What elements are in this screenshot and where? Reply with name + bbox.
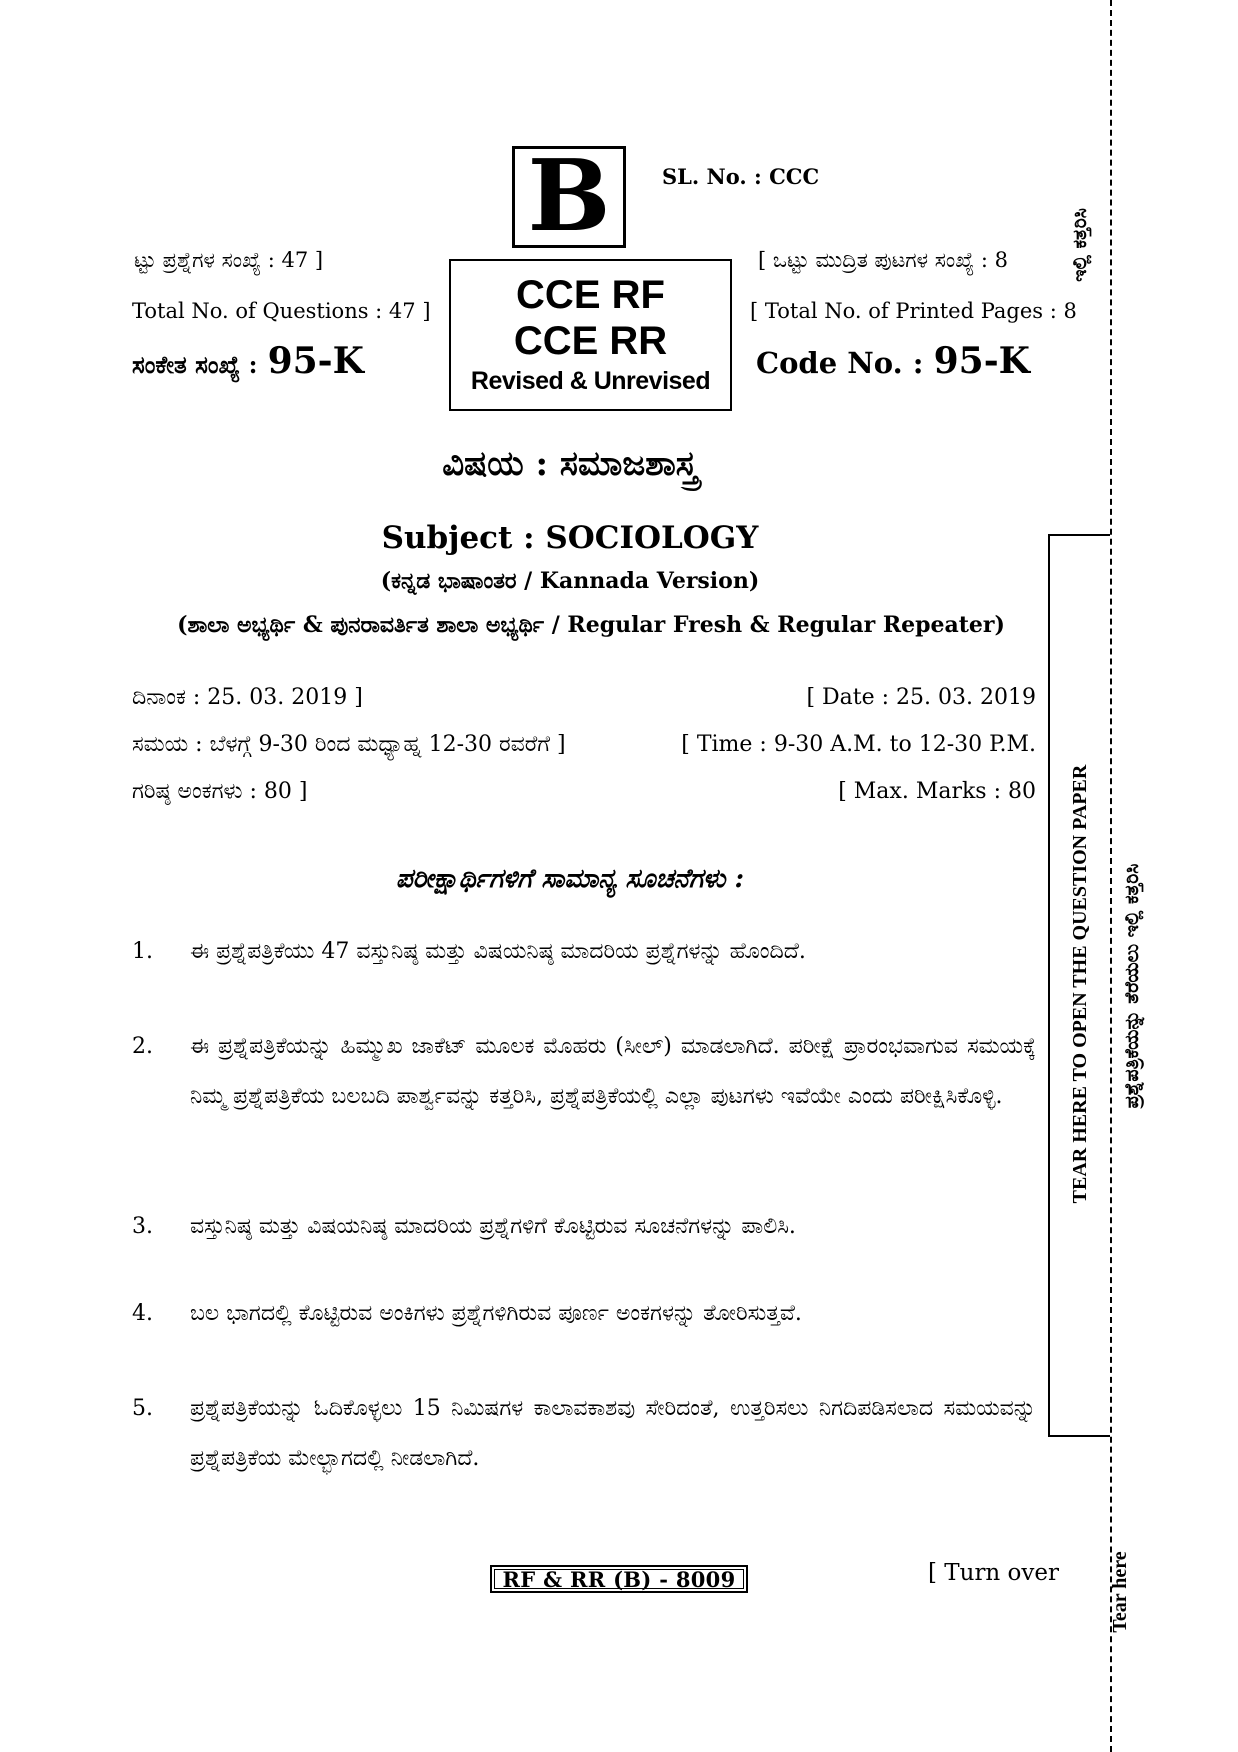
instruction-item <box>132 1384 1036 1484</box>
instruction-text: ವಸ್ತುನಿಷ್ಠ ಮತ್ತು ವಿಷಯನಿಷ್ಠ ಮಾದರಿಯ ಪ್ರಶ್ನೆಗಳಿಗೆ ಕೊಟ್ಟಿರುವ ಸೂಚನೆಗಳನ್ನು ಪಾಲಿಸಿ. <box>190 1214 796 1239</box>
instruction-text: ಈ ಪ್ರಶ್ನೆಪತ್ರಿಕೆಯು 47 ವಸ್ತುನಿಷ್ಠ ಮತ್ತು ವಿಷಯನಿಷ್ಠ ಮಾದರಿಯ ಪ್ರಶ್ನೆಗಳನ್ನು ಹೊಂದಿದೆ. <box>190 939 806 964</box>
exam-type-box <box>449 259 732 411</box>
code-number-kn <box>132 340 364 382</box>
max-marks-kn: ಗರಿಷ್ಠ ಅಂಕಗಳು : 80 ] <box>132 779 308 804</box>
date-en: [ Date : 25. 03. 2019 <box>806 685 1036 710</box>
paper-version-box <box>512 139 626 254</box>
time-en: [ Time : 9-30 A.M. to 12-30 P.M. <box>681 732 1036 757</box>
time-kn: ಸಮಯ : ಬೆಳಗ್ಗೆ 9-30 ರಿಂದ ಮಧ್ಯಾಹ್ನ 12-30 ರವರೆಗೆ ] <box>132 732 566 757</box>
total-questions-en: Total No. of Questions : 47 ] <box>132 299 431 323</box>
language-version: (ಕನ್ನಡ ಭಾಷಾಂತರ / Kannada Version) <box>380 568 760 594</box>
instruction-number: 3. <box>132 1214 153 1239</box>
printed-pages-kn: [ ಒಟ್ಟು ಮುದ್ರಿತ ಪುಟಗಳ ಸಂಖ್ಯೆ : 8 <box>758 248 1009 272</box>
tear-dashed-line[interactable] <box>1110 0 1112 1752</box>
tear-label-en: TEAR HERE TO OPEN THE QUESTION PAPER <box>1068 764 1091 1204</box>
exam-type-revision: Revised & Unrevised <box>470 367 711 395</box>
instruction-number: 5. <box>132 1396 153 1421</box>
instruction-text: ಬಲ ಭಾಗದಲ್ಲಿ ಕೊಟ್ಟಿರುವ ಅಂಕಿಗಳು ಪ್ರಶ್ನೆಗಳಿಗಿರುವ ಪೂರ್ಣ ಅಂಕಗಳನ್ನು ತೋರಿಸುತ್ತವೆ. <box>190 1301 802 1326</box>
printed-pages-en: [ Total No. of Printed Pages : 8 <box>750 299 1077 323</box>
tear-label-top-kn: ಇಲ್ಲಿ ಕತ್ತರಿಸಿ <box>1069 208 1091 282</box>
form-code: RF & RR (B) - 8009 <box>502 1566 736 1592</box>
code-value-en: 95-K <box>933 340 1030 382</box>
date-kn: ದಿನಾಂಕ : 25. 03. 2019 ] <box>132 685 363 710</box>
subject-title-kn: ವಿಷಯ : ಸಮಾಜಶಾಸ್ತ್ರ <box>442 444 698 484</box>
tear-label-kn: ಪ್ರಶ್ನೆಪತ್ರಿಕೆಯನ್ನು ತೆರೆಯಲು ಇಲ್ಲಿ ಕತ್ತರಿಸಿ <box>1121 863 1143 1109</box>
code-label-en: Code No. : <box>756 346 924 380</box>
instruction-number: 4. <box>132 1301 153 1326</box>
serial-number: SL. No. : CCC <box>662 164 820 189</box>
max-marks-en: [ Max. Marks : 80 <box>838 779 1036 804</box>
form-code-box <box>490 1565 748 1593</box>
exam-type-rf: CCE RF <box>516 273 665 317</box>
instructions-title: ಪರೀಕ್ಷಾರ್ಥಿಗಳಿಗೆ ಸಾಮಾನ್ಯ ಸೂಚನೆಗಳು : <box>395 864 745 894</box>
instruction-text: ಪ್ರಶ್ನೆಪತ್ರಿಕೆಯನ್ನು ಓದಿಕೊಳ್ಳಲು 15 ನಿಮಿಷಗಳ ಕಾಲಾವಕಾಶವು ಸೇರಿದಂತೆ, ಉತ್ತರಿಸಲು ನಿಗದಿಪಡಿಸಲಾದ ಸಮಯವನ್ನು ಪ್ರಶ್ನೆಪತ್ರಿಕೆಯ ಮೇಲ್ಭಾಗದಲ್ಲಿ ನೀಡಲಾಗಿದೆ. <box>190 1396 1036 1471</box>
code-value-kn: 95-K <box>267 340 364 382</box>
subject-title-en: Subject : SOCIOLOGY <box>381 520 759 556</box>
instruction-item <box>132 1209 1036 1245</box>
instruction-number: 1. <box>132 939 153 964</box>
instruction-item <box>132 934 1036 970</box>
instruction-item <box>132 1022 1036 1122</box>
turn-over-note: [ Turn over <box>928 1560 1060 1586</box>
code-label-kn: ಸಂಕೇತ ಸಂಖ್ಯೆ : <box>132 350 258 379</box>
instruction-text: ಈ ಪ್ರಶ್ನೆಪತ್ರಿಕೆಯನ್ನು ಹಿಮ್ಮುಖ ಜಾಕೆಟ್ ಮೂಲಕ ಮೊಹರು (ಸೀಲ್) ಮಾಡಲಾಗಿದೆ. ಪರೀಕ್ಷೆ ಪ್ರಾರಂಭವಾಗುವ ಸಮಯಕ್ಕೆ ನಿಮ್ಮ ಪ್ರಶ್ನೆಪತ್ರಿಕೆಯ ಬಲಬದಿ ಪಾರ್ಶ್ವವನ್ನು ಕತ್ತರಿಸಿ, ಪ್ರಶ್ನೆಪತ್ರಿಕೆಯಲ್ಲಿ ಎಲ್ಲಾ ಪುಟಗಳು ಇವೆಯೇ ಎಂದು ಪರೀಕ್ಷಿಸಿಕೊಳ್ಳಿ. <box>190 1034 1036 1109</box>
candidate-type: (ಶಾಲಾ ಅಭ್ಯರ್ಥಿ & ಪುನರಾವರ್ತಿತ ಶಾಲಾ ಅಭ್ಯರ್ಥಿ / Regular Fresh & Regular Repeater) <box>177 612 1005 638</box>
exam-type-rr: CCE RR <box>513 319 668 363</box>
total-questions-kn: ಟ್ಟು ಪ್ರಶ್ನೆಗಳ ಸಂಖ್ಯೆ : 47 ] <box>134 248 324 272</box>
code-number-en <box>756 340 1030 382</box>
paper-version-letter: B <box>527 139 611 254</box>
tear-here-label: Tear here <box>1108 1551 1131 1633</box>
instruction-number: 2. <box>132 1034 153 1059</box>
instruction-item <box>132 1296 1036 1332</box>
